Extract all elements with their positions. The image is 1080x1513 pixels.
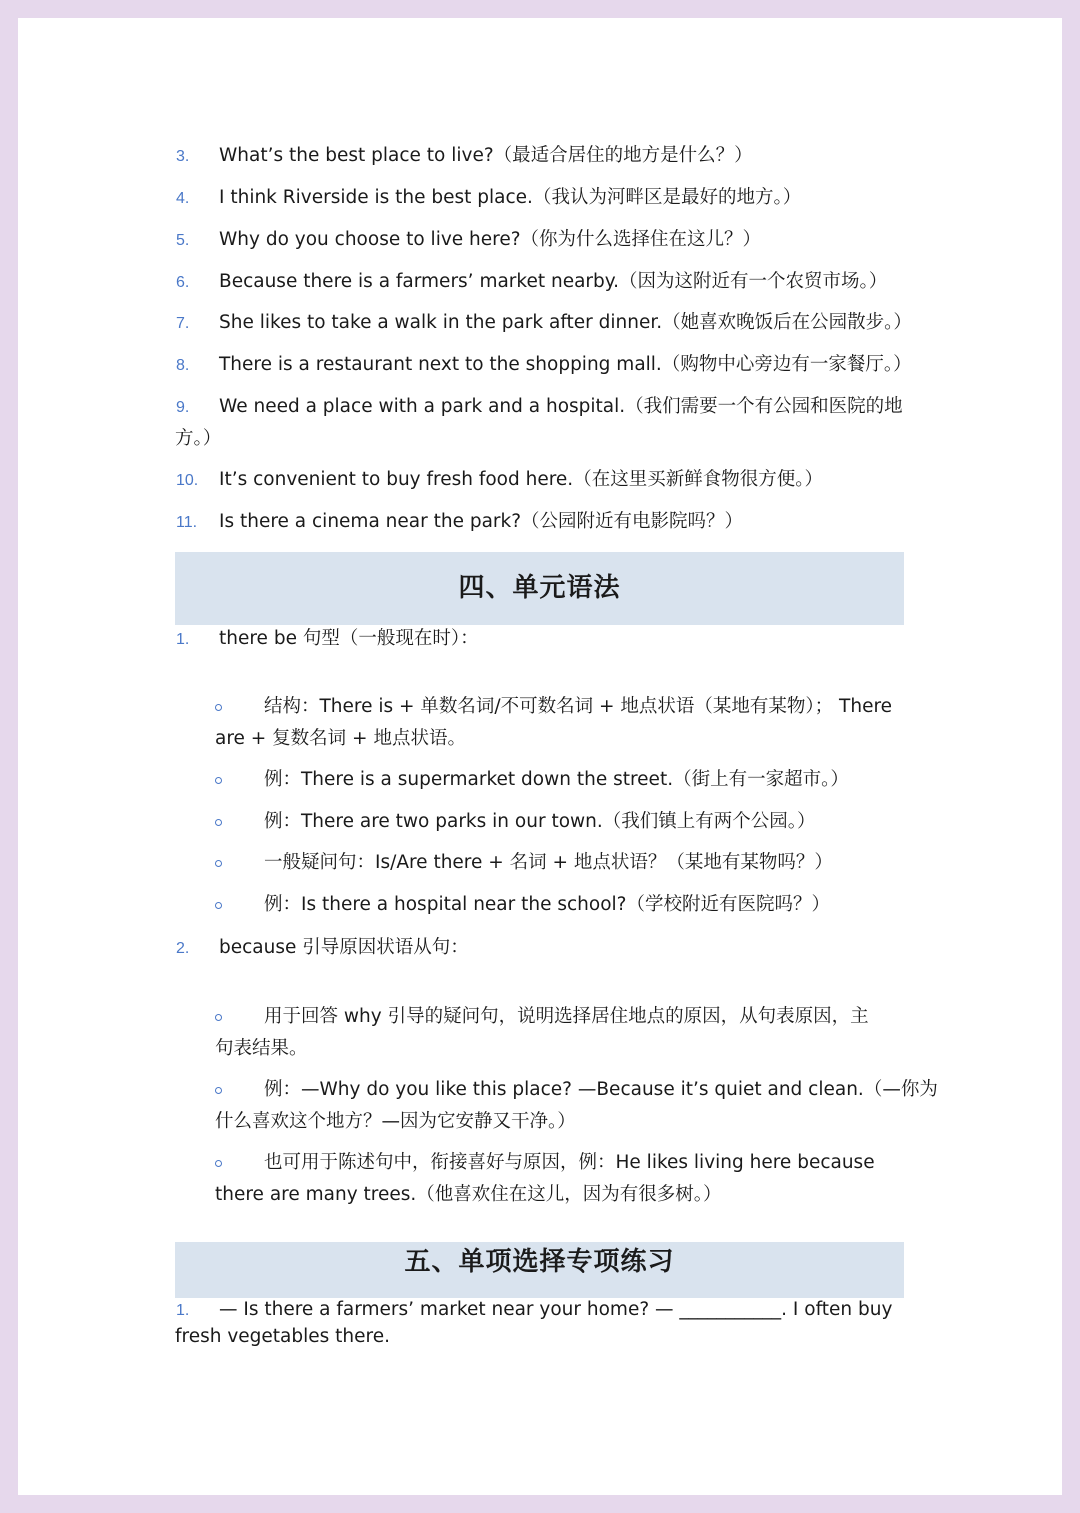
list-number: 10. (176, 472, 199, 489)
bullet-icon (215, 860, 222, 867)
bullet-icon (215, 819, 222, 826)
list-item-continuation: 方。） (175, 428, 222, 449)
list-number: 4. (176, 190, 190, 207)
list-item: Because there is a farmers’ market nearby.（因为这附近有一个农贸市场。） (219, 271, 888, 292)
list-item: I think Riverside is the best place.（我认为河畔区是最好的地方。） (219, 187, 802, 208)
list-item: We need a place with a park and a hospital.（我们需要一个有公园和医院的地 (219, 396, 903, 417)
document-page (18, 18, 1062, 1495)
list-number: 9. (176, 399, 190, 416)
list-item: Is there a cinema near the park?（公园附近有电影院吗？） (219, 511, 744, 532)
bullet-icon (215, 777, 222, 784)
section-heading: 四、单元语法 (175, 552, 904, 625)
list-number: 3. (176, 148, 190, 165)
sub-list-item: 也可用于陈述句中，衔接喜好与原因，例：He likes living here because (264, 1152, 875, 1173)
sub-list-item: 用于回答 why 引导的疑问句，说明选择居住地点的原因，从句表原因，主 (264, 1006, 869, 1027)
list-number: 2. (176, 940, 190, 957)
sub-list-item: 一般疑问句：Is/Are there + 名词 + 地点状语？（某地有某物吗？） (264, 852, 833, 873)
bullet-icon (215, 1160, 222, 1167)
grammar-point: there be 句型（一般现在时）： (219, 628, 479, 649)
list-number: 7. (176, 315, 190, 332)
bullet-icon (215, 704, 222, 711)
list-item: Why do you choose to live here?（你为什么选择住在这儿？） (219, 229, 762, 250)
list-item: She likes to take a walk in the park after dinner.（她喜欢晚饭后在公园散步。） (219, 312, 912, 333)
list-number: 1. (176, 631, 190, 648)
bullet-icon (215, 902, 222, 909)
sub-list-item-continuation: there are many trees.（他喜欢住在这儿，因为有很多树。） (215, 1184, 722, 1205)
list-number: 6. (176, 274, 190, 291)
list-number: 5. (176, 232, 190, 249)
sub-list-item-continuation: 句表结果。 (215, 1038, 308, 1059)
sub-list-item: 例：There is a supermarket down the street.（街上有一家超市。） (264, 769, 849, 790)
sub-list-item: 例：There are two parks in our town.（我们镇上有两个公园。） (264, 811, 816, 832)
list-number: 8. (176, 357, 190, 374)
bullet-icon (215, 1014, 222, 1021)
grammar-point: because 引导原因状语从句： (219, 937, 469, 958)
section-heading: 五、单项选择专项练习 (175, 1242, 904, 1298)
sub-list-item-continuation: 什么喜欢这个地方？—因为它安静又干净。） (215, 1111, 576, 1132)
sub-list-item: 例：—Why do you like this place? —Because it’s quiet and clean.（—你为 (264, 1079, 938, 1100)
sub-list-item: 例：Is there a hospital near the school?（学校附近有医院吗？） (264, 894, 830, 915)
sub-list-item: 结构：There is + 单数名词/不可数名词 + 地点状语（某地有某物）； There (264, 696, 893, 717)
list-item: It’s convenient to buy fresh food here.（在这里买新鲜食物很方便。） (219, 469, 823, 490)
question-text: — Is there a farmers’ market near your home? — ___________. I often buy (219, 1299, 893, 1320)
sub-list-item-continuation: are + 复数名词 + 地点状语。 (215, 728, 466, 749)
question-number: 1. (176, 1302, 190, 1319)
list-number: 11. (176, 514, 198, 531)
list-item: There is a restaurant next to the shopping mall.（购物中心旁边有一家餐厅。） (219, 354, 912, 375)
list-item: What’s the best place to live?（最适合居住的地方是什么？） (219, 145, 753, 166)
question-text-continuation: fresh vegetables there. (175, 1326, 390, 1347)
bullet-icon (215, 1087, 222, 1094)
